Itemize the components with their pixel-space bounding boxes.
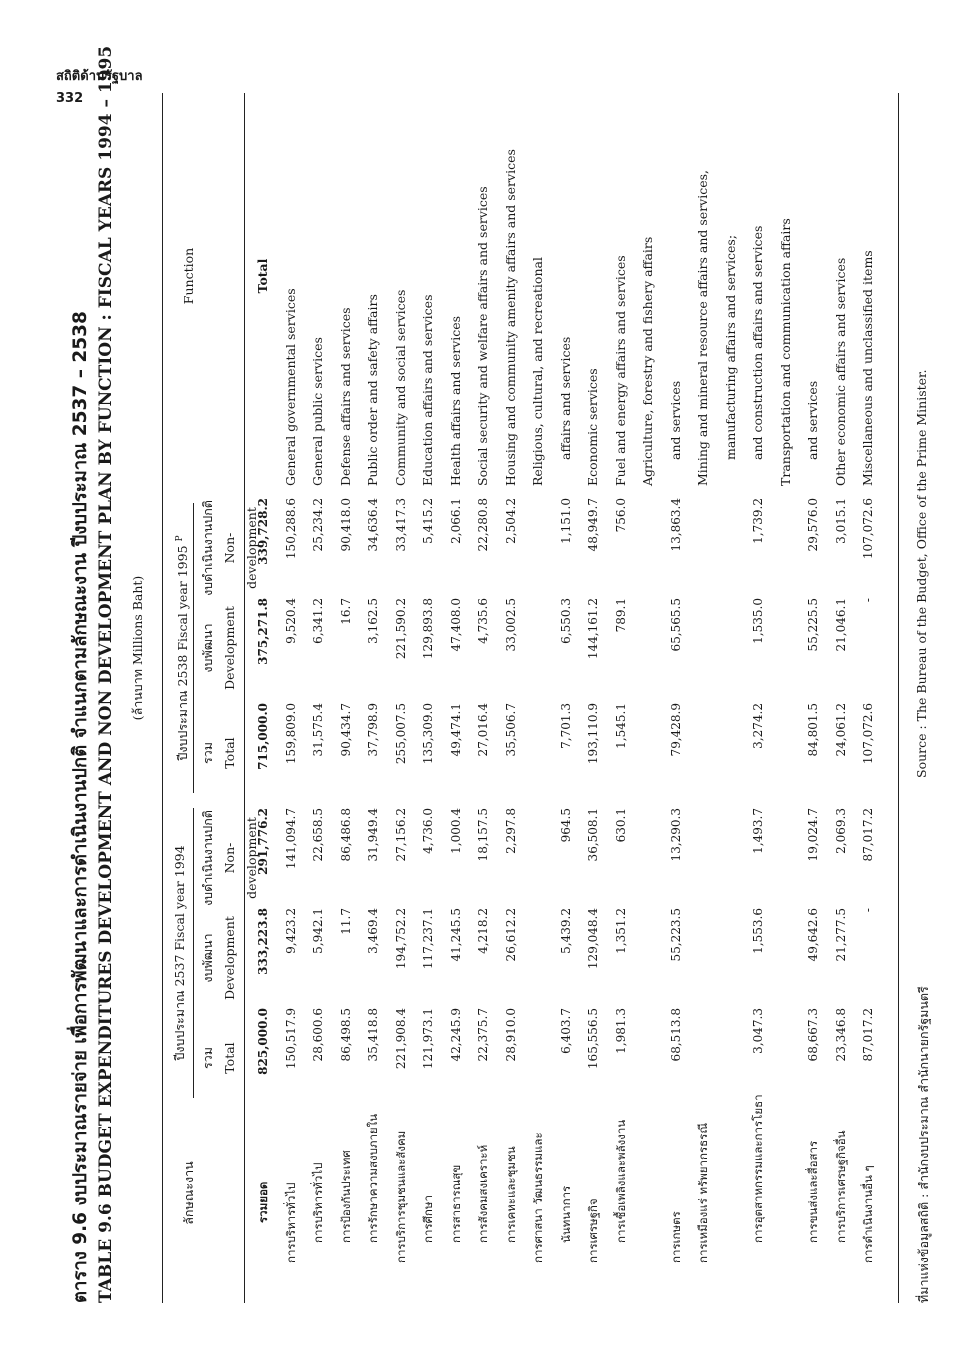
- row-label-thai: การดำเนินงานอื่น ๆ: [861, 1165, 875, 1263]
- preliminary-mark: P: [175, 535, 185, 542]
- row-label-thai: การเศรษฐกิจ: [586, 1198, 600, 1263]
- subheader-total-1994-thai: รวม: [200, 1047, 215, 1069]
- row-label-english: Public order and safety affairs: [365, 294, 380, 486]
- cell-non-development-1994: 22,658.5: [311, 808, 325, 862]
- table-row: [417, 38, 439, 1338]
- row-label-thai: รวมยอด: [256, 1181, 270, 1223]
- cell-non-development-1995: 1,151.0: [558, 498, 573, 544]
- cell-total-1994: 825,000.0: [256, 1008, 270, 1075]
- table-row: [362, 38, 384, 1338]
- cell-non-development-1994: 87,017.2: [861, 808, 875, 862]
- row-label-english: Health affairs and services: [447, 315, 463, 486]
- subheader-non-development-1995-thai: งบดำเนินงานปกติ: [200, 500, 215, 596]
- row-label-english: affairs and services: [557, 336, 573, 460]
- cell-development-1994: 4,218.2: [476, 908, 490, 954]
- cell-development-1995: 55,225.5: [806, 598, 820, 652]
- cell-non-development-1995: 2,066.1: [448, 498, 463, 544]
- row-label-english: Other economic affairs and services: [832, 257, 848, 486]
- row-label-english: General public services: [310, 337, 325, 486]
- cell-development-1995: 375,271.8: [256, 598, 270, 665]
- cell-total-1995: 255,007.5: [393, 703, 408, 765]
- cell-non-development-1994: 141,094.7: [283, 808, 298, 870]
- cell-total-1995: 27,016.4: [476, 703, 490, 757]
- subheader-development-1995-english: Development: [222, 606, 237, 690]
- cell-development-1994: 49,642.6: [806, 908, 820, 962]
- cell-non-development-1995: 48,949.7: [586, 498, 600, 552]
- row-label-thai: การเชื้อเพลิงและพลังงาน: [613, 1119, 628, 1243]
- cell-non-development-1995: 150,288.6: [283, 498, 298, 560]
- cell-total-1994: 6,403.7: [558, 1008, 573, 1054]
- subheader-non-development-1994-english: Non-development: [222, 817, 259, 899]
- source-thai: ที่มาแห่งข้อมูลสถิติ : สำนักงบประมาณ สำนักนายกรัฐมนตรี: [916, 986, 931, 1303]
- cell-non-development-1995: 29,576.0: [806, 498, 820, 552]
- cell-total-1994: 68,667.3: [806, 1008, 820, 1062]
- cell-non-development-1995: 25,234.2: [311, 498, 325, 552]
- row-label-english: Community and social services: [392, 289, 408, 486]
- cell-development-1994: 117,237.1: [421, 908, 435, 970]
- row-label-thai: การบริการชุมชนและสังคม: [393, 1130, 408, 1263]
- row-label-thai: การสังคมสงเคราะห์: [476, 1144, 490, 1243]
- row-label-english: Housing and community amenity affairs and services: [502, 149, 518, 486]
- cell-total-1994: 23,346.8: [833, 1008, 848, 1062]
- cell-total-1995: 159,809.0: [283, 703, 298, 765]
- cell-non-development-1994: 291,776.2: [256, 808, 270, 875]
- row-label-thai: การสาธารณสุข: [448, 1164, 463, 1243]
- row-label-english: Defense affairs and services: [337, 307, 353, 486]
- cell-non-development-1994: 36,508.1: [586, 808, 600, 862]
- table-row: [445, 38, 467, 1338]
- cell-development-1995: 129,893.8: [421, 598, 435, 660]
- cell-development-1995: 1,535.0: [751, 598, 765, 644]
- cell-non-development-1994: 964.5: [558, 808, 573, 843]
- row-label-thai: การเคหะและชุมชน: [503, 1146, 518, 1243]
- subheader-development-1994: [197, 903, 241, 1013]
- cell-total-1994: 28,600.6: [311, 1008, 325, 1062]
- row-label-english: and services: [667, 380, 683, 460]
- cell-total-1994: 1,981.3: [613, 1008, 628, 1054]
- cell-development-1994: 5,439.2: [558, 908, 573, 954]
- cell-non-development-1995: 756.0: [613, 498, 628, 533]
- row-label-thai: การขนส่งและสื่อสาร: [806, 1140, 820, 1243]
- cell-development-1995: 3,162.5: [366, 598, 380, 644]
- table-row: [747, 38, 769, 1338]
- cell-development-1994: 9,423.2: [283, 908, 298, 954]
- cell-total-1995: 79,428.9: [668, 703, 683, 757]
- row-label-thai: การเหมืองแร่ ทรัพยากรธรณี: [696, 1123, 710, 1263]
- cell-non-development-1994: 630.1: [613, 808, 628, 843]
- header-fiscal-1995: [169, 503, 194, 793]
- cell-development-1994: 3,469.4: [366, 908, 380, 954]
- cell-development-1994: 1,351.2: [613, 908, 628, 954]
- cell-total-1995: 49,474.1: [448, 703, 463, 757]
- cell-development-1995: 33,002.5: [503, 598, 518, 652]
- cell-development-1995: 789.1: [613, 598, 628, 633]
- row-label-thai: การป้องกันประเทศ: [338, 1150, 353, 1243]
- subheader-non-development-1995-english: Non-development: [222, 507, 259, 589]
- cell-total-1995: 37,798.9: [366, 703, 380, 757]
- cell-total-1995: 35,506.7: [503, 703, 518, 757]
- cell-non-development-1994: 19,024.7: [806, 808, 820, 862]
- header-function-english: Function: [181, 247, 196, 305]
- section-title: สถิติด้านรัฐบาล: [56, 69, 143, 84]
- row-label-english: Social security and welfare affairs and services: [475, 186, 490, 486]
- cell-non-development-1995: 5,415.2: [421, 498, 435, 544]
- row-label-thai: การรักษาความสงบภายใน: [366, 1113, 380, 1243]
- cell-development-1995: 65,565.5: [668, 598, 683, 652]
- row-label-english: Miscellaneous and unclassified items: [860, 250, 875, 486]
- cell-non-development-1994: 86,486.8: [338, 808, 353, 862]
- row-label-english: General governmental services: [282, 288, 298, 486]
- cell-total-1995: 135,309.0: [421, 703, 435, 765]
- rotated-table-page: [52, 38, 952, 1338]
- table-row: [830, 38, 852, 1338]
- cell-total-1995: 715,000.0: [256, 703, 270, 770]
- cell-total-1994: 121,973.1: [421, 1008, 435, 1070]
- cell-non-development-1994: 4,736.0: [421, 808, 435, 854]
- cell-development-1995: -: [861, 598, 875, 603]
- header-bottom-rule: [244, 93, 245, 1303]
- cell-total-1994: 165,556.5: [586, 1008, 600, 1070]
- cell-total-1994: 86,498.5: [338, 1008, 353, 1062]
- cell-development-1994: 129,048.4: [586, 908, 600, 970]
- cell-development-1994: 55,223.5: [668, 908, 683, 962]
- subheader-total-1995: [197, 698, 241, 808]
- cell-development-1995: 6,550.3: [558, 598, 573, 644]
- cell-total-1994: 68,513.8: [668, 1008, 683, 1062]
- cell-total-1994: 22,375.7: [476, 1008, 490, 1062]
- cell-development-1995: 6,341.2: [311, 598, 325, 644]
- row-label-thai: การเกษตร: [668, 1211, 683, 1263]
- cell-total-1995: 24,061.2: [833, 703, 848, 757]
- cell-total-1995: 90,434.7: [338, 703, 353, 757]
- cell-non-development-1995: 1,739.2: [751, 498, 765, 544]
- cell-development-1994: 1,553.6: [751, 908, 765, 954]
- row-label-english: and services: [805, 380, 820, 460]
- table-row: [527, 38, 549, 1338]
- row-label-thai: นันทนาการ: [558, 1185, 573, 1243]
- cell-non-development-1995: 90,418.0: [338, 498, 353, 552]
- row-label-english: Transportation and communication affairs: [777, 218, 793, 486]
- row-label-english: Economic services: [585, 368, 600, 486]
- cell-development-1995: 47,408.0: [448, 598, 463, 652]
- subheader-total-1994-english: Total: [222, 1042, 237, 1074]
- cell-development-1994: 194,752.2: [393, 908, 408, 970]
- table-row: [692, 38, 714, 1338]
- cell-non-development-1994: 1,493.7: [751, 808, 765, 854]
- table-row: [720, 38, 742, 1338]
- header-function-thai: ลักษณะงาน: [181, 1161, 196, 1225]
- table-row: [802, 38, 824, 1338]
- row-label-english: and construction affairs and services: [750, 225, 765, 460]
- table-row: [252, 38, 274, 1338]
- cell-development-1995: 21,046.1: [833, 598, 848, 652]
- table-row: [610, 38, 632, 1338]
- cell-non-development-1994: 1,000.4: [448, 808, 463, 854]
- table-row: [637, 38, 659, 1338]
- subheader-development-1995: [197, 593, 241, 703]
- cell-non-development-1994: 27,156.2: [393, 808, 408, 862]
- cell-non-development-1995: 107,072.6: [861, 498, 875, 560]
- unit-label: (ล้านบาท Millions Baht): [130, 575, 145, 721]
- cell-development-1994: 41,245.5: [448, 908, 463, 962]
- table-title-english: TABLE 9.6 BUDGET EXPENDITURES DEVELOPMENT AND NON DEVELOPMENT PLAN BY FUNCTION : FISCAL YEARS 1994 – 1995: [96, 45, 116, 1303]
- row-label-english: Education affairs and services: [420, 294, 435, 486]
- cell-total-1995: 3,274.2: [751, 703, 765, 749]
- row-label-thai: การบริการเศรษฐกิจอื่น: [833, 1130, 848, 1243]
- row-label-thai: การอุตสาหกรรมและการโยธา: [751, 1094, 765, 1243]
- row-label-english: Mining and mineral resource affairs and services,: [695, 169, 710, 486]
- table-row: [582, 38, 604, 1338]
- cell-development-1995: 221,590.2: [393, 598, 408, 660]
- subheader-total-1995-thai: รวม: [200, 742, 215, 764]
- table-row: [775, 38, 797, 1338]
- row-label-english: manufacturing affairs and services;: [722, 234, 738, 460]
- cell-total-1994: 42,245.9: [448, 1008, 463, 1062]
- table-title-thai: ตาราง 9.6 งบประมาณรายจ่าย เพื่อการพัฒนาและการดำเนินงานปกติ จำแนกตามลักษณะงาน ปีงบประมาณ 2537 – 2538: [70, 311, 91, 1303]
- cell-non-development-1995: 2,504.2: [503, 498, 518, 544]
- cell-non-development-1994: 2,297.8: [503, 808, 518, 854]
- row-label-english: Fuel and energy affairs and services: [612, 255, 628, 486]
- row-label-english: Religious, cultural, and recreational: [530, 257, 545, 486]
- table-row: [857, 38, 879, 1338]
- page-number: 332: [56, 91, 84, 106]
- cell-non-development-1994: 2,069.3: [833, 808, 848, 854]
- cell-development-1994: 333,223.8: [256, 908, 270, 975]
- cell-development-1995: 144,161.2: [586, 598, 600, 660]
- cell-total-1995: 1,545.1: [613, 703, 628, 749]
- cell-total-1994: 28,910.0: [503, 1008, 518, 1062]
- subheader-development-1995-thai: งบพัฒนา: [200, 623, 215, 673]
- cell-development-1994: 11.7: [338, 908, 353, 935]
- cell-total-1995: 7,701.3: [558, 703, 573, 749]
- cell-non-development-1995: 339,728.2: [256, 498, 270, 565]
- cell-total-1995: 193,110.9: [586, 703, 600, 765]
- cell-total-1995: 107,072.6: [861, 703, 875, 765]
- table-row: [335, 38, 357, 1338]
- cell-non-development-1995: 33,417.3: [393, 498, 408, 552]
- cell-development-1995: 16.7: [338, 598, 353, 625]
- cell-total-1994: 87,017.2: [861, 1008, 875, 1062]
- header-fiscal-1995-label: ปีงบประมาณ 2538 Fiscal year 1995: [175, 545, 191, 761]
- cell-total-1995: 31,575.4: [311, 703, 325, 757]
- table-row: [280, 38, 302, 1338]
- row-label-english: Total: [255, 258, 270, 294]
- row-label-english: Agriculture, forestry and fishery affairs: [640, 236, 655, 486]
- row-label-thai: การศึกษา: [421, 1195, 435, 1243]
- subheader-development-1994-thai: งบพัฒนา: [200, 933, 215, 983]
- cell-total-1994: 3,047.3: [751, 1008, 765, 1054]
- row-label-thai: การบริหารทั่วไป: [311, 1162, 325, 1243]
- table-row: [472, 38, 494, 1338]
- cell-development-1994: 5,942.1: [311, 908, 325, 954]
- table-row: [665, 38, 687, 1338]
- cell-non-development-1995: 3,015.1: [833, 498, 848, 544]
- cell-non-development-1995: 34,636.4: [366, 498, 380, 552]
- cell-total-1995: 84,801.5: [806, 703, 820, 757]
- subheader-total-1995-english: Total: [222, 737, 237, 769]
- year1-underline: [193, 808, 194, 1098]
- table-row: [307, 38, 329, 1338]
- table-bottom-rule: [898, 93, 899, 1303]
- cell-total-1994: 221,908.4: [393, 1008, 408, 1070]
- table-row: [390, 38, 412, 1338]
- row-label-thai: การบริหารทั่วไป: [283, 1182, 298, 1263]
- subheader-total-1994: [197, 1003, 241, 1113]
- table-row: [500, 38, 522, 1338]
- cell-non-development-1995: 13,863.4: [668, 498, 683, 552]
- cell-non-development-1994: 13,290.3: [668, 808, 683, 862]
- year2-underline: [193, 503, 194, 793]
- header-fiscal-1994: ปีงบประมาณ 2537 Fiscal year 1994: [172, 845, 187, 1061]
- cell-non-development-1994: 31,949.4: [366, 808, 380, 862]
- cell-development-1995: 4,735.6: [476, 598, 490, 644]
- cell-non-development-1995: 22,280.8: [476, 498, 490, 552]
- cell-total-1994: 150,517.9: [283, 1008, 298, 1070]
- cell-development-1994: -: [861, 908, 875, 913]
- cell-development-1994: 26,612.2: [503, 908, 518, 962]
- subheader-development-1994-english: Development: [222, 916, 237, 1000]
- cell-development-1995: 9,520.4: [283, 598, 298, 644]
- cell-non-development-1994: 18,157.5: [476, 808, 490, 862]
- cell-development-1994: 21,277.5: [833, 908, 848, 962]
- table-row: [555, 38, 577, 1338]
- row-label-thai: การศาสนา วัฒนธรรมและ: [531, 1132, 545, 1263]
- source-english: Source : The Bureau of the Budget, Office of the Prime Minister.: [914, 369, 929, 778]
- cell-total-1994: 35,418.8: [366, 1008, 380, 1062]
- subheader-non-development-1994-thai: งบดำเนินงานปกติ: [200, 810, 215, 906]
- table-top-rule: [162, 93, 163, 1303]
